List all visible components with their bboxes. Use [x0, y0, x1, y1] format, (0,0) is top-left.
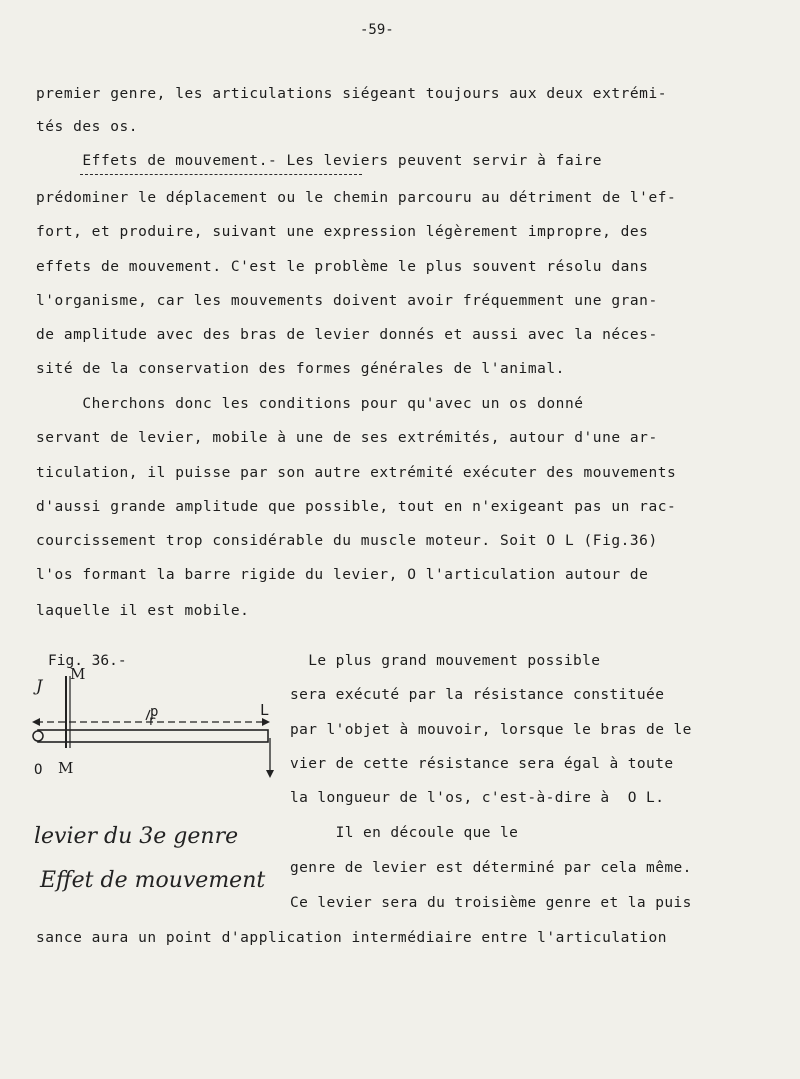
text-line: de amplitude avec des bras de levier donnés et aussi avec la néces-: [36, 327, 658, 343]
handwritten-annotation: Effet de mouvement: [40, 868, 266, 893]
text-line: sera exécuté par la résistance constituée: [290, 687, 665, 703]
text-line: sité de la conservation des formes générales de l'animal.: [36, 361, 565, 377]
text-line: Ce levier sera du troisième genre et la puis: [290, 895, 692, 911]
heading-underline: [80, 174, 362, 175]
fig-label-o: O: [34, 762, 43, 778]
text-line: genre de levier est déterminé par cela même.: [290, 860, 692, 876]
text-line: d'aussi grande amplitude que possible, tout en n'exigeant pas un rac-: [36, 499, 677, 515]
text-line: laquelle il est mobile.: [36, 603, 250, 619]
fig-label-m-bottom: M: [58, 759, 74, 777]
fig-label-l: L: [260, 701, 270, 719]
text-line: courcissement trop considérable du muscle moteur. Soit O L (Fig.36): [36, 533, 658, 549]
text-line: Effets de mouvement.- Les leviers peuvent servir à faire: [36, 153, 603, 169]
text-line: fort, et produire, suivant une expression légèrement impropre, des: [36, 224, 649, 240]
text-line: Il en découle que le: [290, 825, 519, 841]
handwritten-annotation: levier du 3e genre: [34, 824, 239, 849]
text-line: ticulation, il puisse par son autre extrémité exécuter des mouvements: [36, 465, 677, 481]
text-line: servant de levier, mobile à une de ses extrémités, autour d'une ar-: [36, 430, 658, 446]
text-line: premier genre, les articulations siégeant toujours aux deux extrémi-: [36, 86, 668, 102]
fig-label-m-top: M: [70, 665, 86, 683]
figure-label: Fig. 36.-: [48, 653, 127, 669]
text-line: vier de cette résistance sera égal à toute: [290, 756, 674, 772]
page-number: -59-: [360, 22, 394, 38]
text-line: Le plus grand mouvement possible: [290, 653, 601, 669]
text-line: sance aura un point d'application intermédiaire entre l'articulation: [36, 930, 668, 946]
text-line: l'organisme, car les mouvements doivent avoir fréquemment une gran-: [36, 293, 658, 309]
text-line: Cherchons donc les conditions pour qu'avec un os donné: [36, 396, 584, 412]
fig-label-r: r: [148, 714, 156, 729]
text-line: prédominer le déplacement ou le chemin parcouru au détriment de l'ef-: [36, 190, 677, 206]
text-line: la longueur de l'os, c'est-à-dire à O L.: [290, 790, 665, 806]
text-line: l'os formant la barre rigide du levier, O l'articulation autour de: [36, 567, 649, 583]
text-line: par l'objet à mouvoir, lorsque le bras de le: [290, 722, 692, 738]
fig-label-j: J: [36, 676, 43, 695]
text-line: tés des os.: [36, 119, 139, 135]
fig-label-p: p: [150, 704, 159, 720]
text-line: effets de mouvement. C'est le problème le plus souvent résolu dans: [36, 259, 649, 275]
